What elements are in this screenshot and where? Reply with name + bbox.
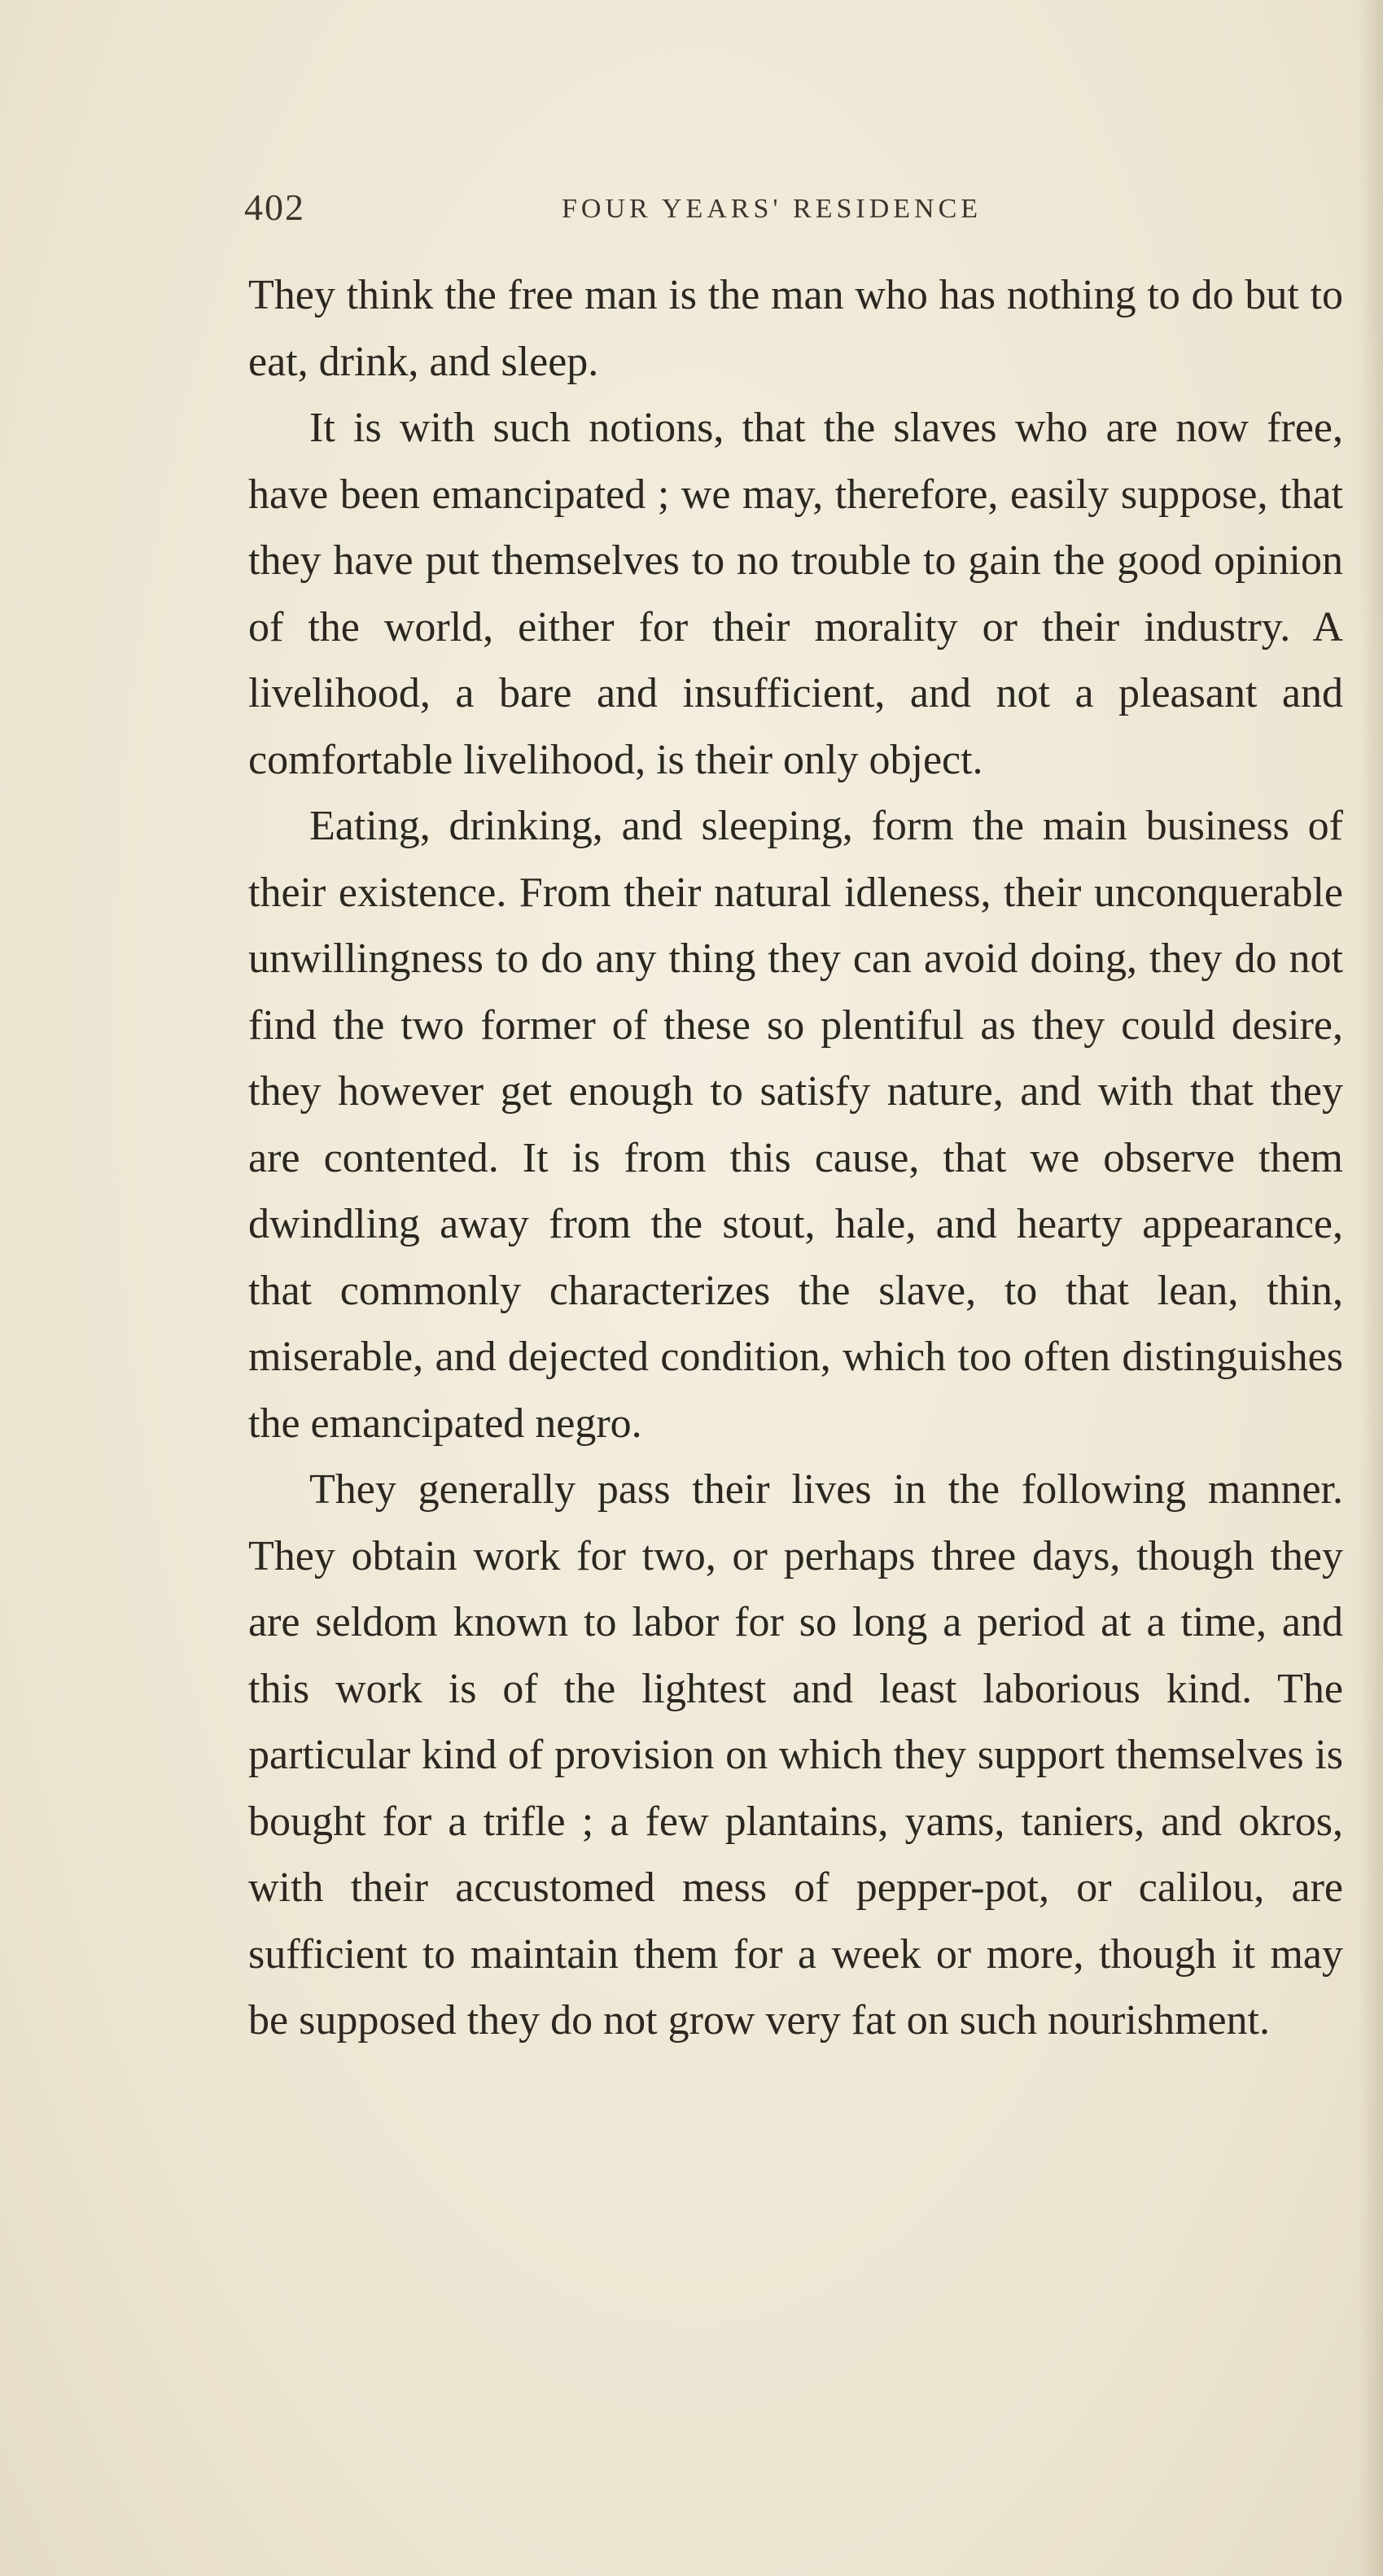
- page-number: 402: [244, 186, 305, 228]
- running-title: FOUR YEARS' RESIDENCE: [562, 194, 983, 224]
- paragraph-3: Eating, drinking, and sleeping, form the main business of their existence. From their natural idleness, their unconquerable unwillingness to do any thing they can avoid doing, they do not find the two former of these so plentiful as they could desire, they however get enough to satisfy nature, and with that they are contented. It is from this cause, that we observe them dwindling away from the stout, hale, and hearty appearance, that commonly characterizes the slave, to that lean, thin, miserable, and dejected condition, which too often distinguishes the emancipated negro.: [248, 803, 1343, 1447]
- body-text: [248, 262, 1343, 2054]
- running-head: [244, 186, 1302, 234]
- paragraph-4: They generally pass their lives in the following manner. They obtain work for two, or perhaps three days, though they are seldom known to labor for so long a period at a time, and this work is of the lightest and least laborious kind. The particular kind of provision on which they support themselves is bought for a trifle ; a few plantains, yams, taniers, and okros, with their accustomed mess of pepper-pot, or calilou, are sufficient to maintain them for a week or more, though it may be supposed they do not grow very fat on such nourishment.: [248, 1466, 1343, 2044]
- page-edge-shadow: [1359, 0, 1383, 2576]
- paragraph-2: It is with such notions, that the slaves who are now free, have been emancipated ; we may, therefore, easily suppose, that they have put themselves to no trouble to gain the good opinion of the world, either for their morality or their industry. A livelihood, a bare and insufficient, and not a pleasant and comfortable livelihood, is their only object.: [248, 405, 1343, 783]
- paragraph-1: They think the free man is the man who has nothing to do but to eat, drink, and sleep.: [248, 272, 1343, 385]
